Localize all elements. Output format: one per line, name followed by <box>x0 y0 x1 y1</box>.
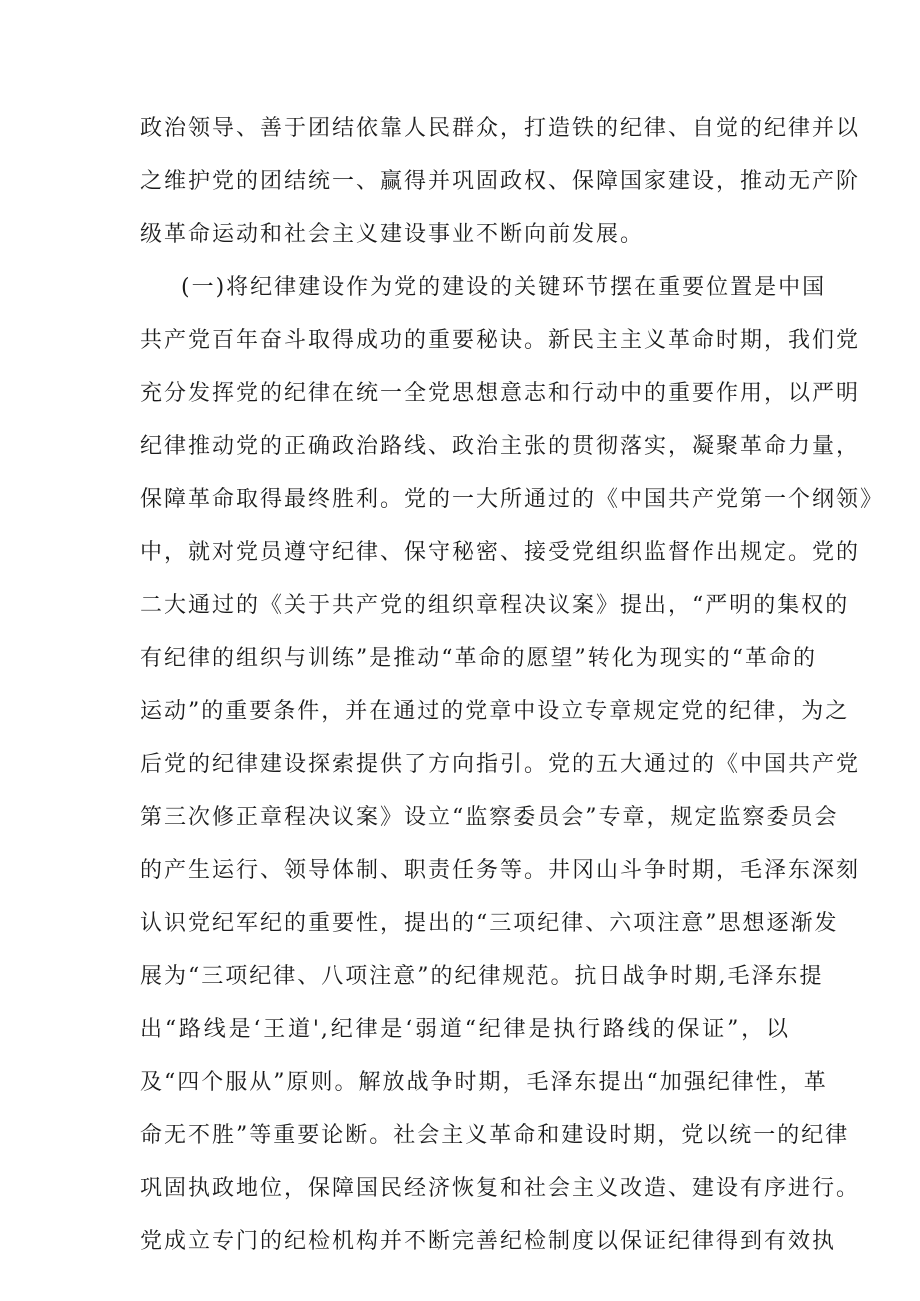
text-line: 及“四个服从”原则。解放战争时期，毛泽东提出“加强纪律性，革 <box>140 1070 828 1095</box>
text-line: (一)将纪律建设作为党的建设的关键环节摆在重要位置是中国 <box>181 275 827 300</box>
text-line: 政治领导、善于团结依靠人民群众，打造铁的纪律、自觉的纪律并以 <box>140 116 861 141</box>
text-line: 第三次修正章程决议案》设立“监察委员会”专章，规定监察委员会 <box>140 805 839 830</box>
paragraph-2 <box>140 261 885 1268</box>
text-line: 充分发挥党的纪律在统一全党思想意志和行动中的重要作用，以严明 <box>140 381 861 406</box>
text-line: 运动”的重要条件，并在通过的党章中设立专章规定党的纪律，为之 <box>140 699 850 724</box>
text-line: 后党的纪律建设探索提供了方向指引。党的五大通过的《中国共产党 <box>140 752 861 777</box>
text-line: 纪律推动党的正确政治路线、政治主张的贯彻落实，凝聚革命力量， <box>140 434 861 459</box>
body-text <box>140 102 885 1268</box>
text-line: 认识党纪军纪的重要性，提出的“三项纪律、六项注意”思想逐渐发 <box>140 911 839 936</box>
text-line: 党成立专门的纪检机构并不断完善纪检制度以保证纪律得到有效执 <box>140 1229 837 1254</box>
text-line: 命无不胜”等重要论断。社会主义革命和建设时期，党以统一的纪律 <box>140 1123 850 1148</box>
paragraph-1 <box>140 102 861 261</box>
text-line: 之维护党的团结统一、赢得并巩固政权、保障国家建设，推动无产阶 <box>140 169 861 194</box>
text-line: 保障革命取得最终胜利。党的一大所通过的《中国共产党第一个纲领》 <box>140 487 885 512</box>
text-line: 有纪律的组织与训练”是推动“革命的愿望”转化为现实的“革命的 <box>140 646 817 671</box>
text-line: 级革命运动和社会主义建设事业不断向前发展。 <box>140 222 645 247</box>
text-line: 出“路线是‘王道',纪律是‘弱道“纪律是执行路线的保证”，以 <box>140 1017 790 1042</box>
text-line: 展为“三项纪律、八项注意”的纪律规范。抗日战争时期,毛泽东提 <box>140 964 824 989</box>
text-line: 二大通过的《关于共产党的组织章程决议案》提出，“严明的集权的 <box>140 593 850 618</box>
text-line: 共产党百年奋斗取得成功的重要秘诀。新民主主义革命时期，我们党 <box>140 328 861 353</box>
text-line: 中，就对党员遵守纪律、保守秘密、接受党组织监督作出规定。党的 <box>140 540 861 565</box>
text-line: 的产生运行、领导体制、职责任务等。井冈山斗争时期，毛泽东深刻 <box>140 858 861 883</box>
text-line: 巩固执政地位，保障国民经济恢复和社会主义改造、建设有序进行。 <box>140 1176 861 1201</box>
